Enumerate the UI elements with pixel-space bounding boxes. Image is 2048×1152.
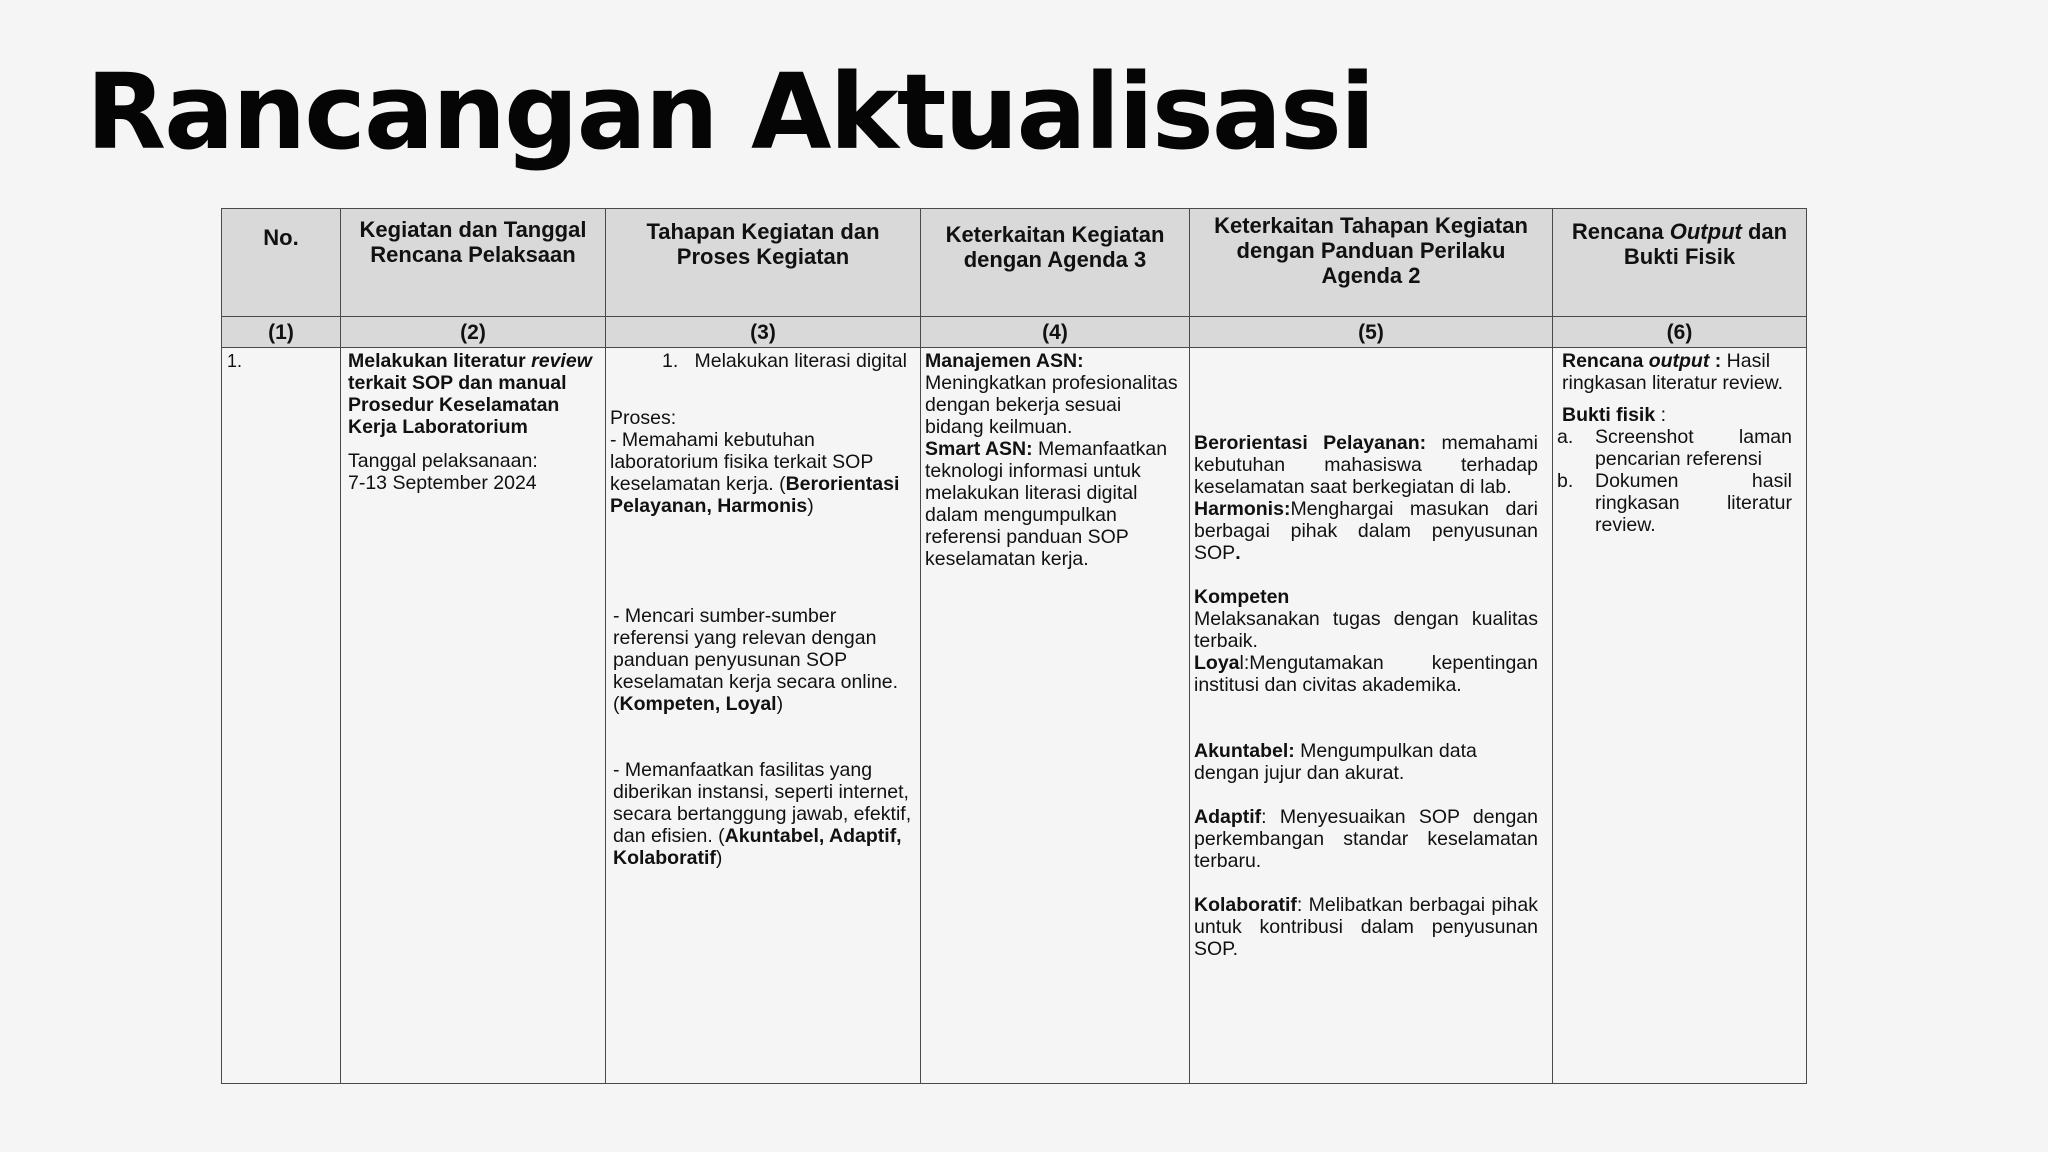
row-number: 1. <box>227 351 243 371</box>
list-text: Dokumen hasil ringkasan literatur review. <box>1595 470 1792 536</box>
agenda3-smart-text: Memanfaatkan teknologi informasi untuk melakukan literasi digital dalam mengumpulkan referensi panduan SOP keselamatan kerja. <box>925 438 1168 570</box>
list-item <box>1557 426 1792 470</box>
kegiatan-a: Melakukan literatur <box>348 350 532 372</box>
agenda3-smart-asn <box>925 438 1185 570</box>
agenda3-manajemen-label: Manajemen ASN: <box>925 350 1084 372</box>
value-kolaboratif <box>1194 894 1538 960</box>
value-2-end: . <box>1235 542 1241 564</box>
value-harmonis <box>1194 498 1538 564</box>
proses-step-3 <box>610 759 914 869</box>
list-marker: b. <box>1557 470 1574 492</box>
proses3-values: Akuntabel, Adaptif, Kolaboratif <box>613 825 902 869</box>
value-2-label: Harmonis: <box>1194 498 1291 520</box>
col-number-3: (3) <box>606 317 921 348</box>
value-6-text: : Menyesuaikan SOP dengan perkembangan standar keselamatan terbaru. <box>1194 806 1538 872</box>
value-kompeten-label: Kompeten <box>1194 586 1290 608</box>
header-output-c: dan Bukti Fisik <box>1623 219 1788 269</box>
header-no: No. <box>222 209 341 317</box>
output-label-c: : <box>1709 350 1722 372</box>
cell-kegiatan <box>341 348 606 1084</box>
agenda3-manajemen-text: Meningkatkan profesionalitas dengan bekerja sesuai bidang keilmuan. <box>925 372 1178 438</box>
bukti-colon: : <box>1655 404 1667 426</box>
agenda3-smart-label: Smart ASN: <box>925 438 1033 460</box>
col-number-5: (5) <box>1190 317 1553 348</box>
proses3-end: ) <box>715 847 723 869</box>
value-2-text: Menghargai masukan dari berbagai pihak dalam penyusunan SOP <box>1194 498 1538 564</box>
tanggal-label: Tanggal pelaksanaan: <box>348 450 538 472</box>
value-6-label: Adaptif <box>1194 806 1262 828</box>
value-akuntabel <box>1194 740 1538 784</box>
header-kegiatan: Kegiatan dan Tanggal Rencana Pelaksaan <box>341 209 606 317</box>
proses-label: Proses: <box>610 407 677 429</box>
value-7-label: Kolaboratif <box>1194 894 1297 916</box>
column-number-row <box>222 317 1807 348</box>
kegiatan-c: terkait SOP dan manual Prosedur Keselamatan Kerja Laboratorium <box>348 372 567 438</box>
header-agenda3: Keterkaitan Kegiatan dengan Agenda 3 <box>921 209 1190 317</box>
value-1-text: memahami kebutuhan mahasiswa terhadap keselamatan saat berkegiatan di lab. <box>1194 432 1538 498</box>
proses2-text: - Mencari sumber-sumber referensi yang relevan dengan panduan penyusunan SOP keselamatan kerja secara online. ( <box>613 605 899 715</box>
col-number-2: (2) <box>341 317 606 348</box>
proses2-values: Kompeten, Loyal <box>619 693 777 715</box>
value-4-text: l:Mengutamakan kepentingan institusi dan civitas akademika. <box>1194 652 1538 696</box>
bukti-label: Bukti fisik <box>1562 404 1656 426</box>
proses-step-1 <box>610 429 914 517</box>
proses1-values: Berorientasi Pelayanan, Harmonis <box>610 473 900 517</box>
slide-title: Rancangan Aktualisasi <box>86 51 1374 173</box>
list-text: Screenshot laman pencarian referensi <box>1595 426 1792 470</box>
cell-agenda2 <box>1190 348 1553 1084</box>
kegiatan-b: review <box>531 350 592 372</box>
output-label-b: output <box>1648 350 1710 372</box>
value-5-text: Mengumpulkan data dengan jujur dan akurat. <box>1194 740 1477 784</box>
value-adaptif <box>1194 806 1538 872</box>
output-label-a: Rencana <box>1562 350 1649 372</box>
header-row <box>222 209 1807 317</box>
header-output-b: Output <box>1669 219 1742 244</box>
header-agenda2: Keterkaitan Tahapan Kegiatan dengan Panduan Perilaku Agenda 2 <box>1190 209 1553 317</box>
proses1-text: - Memahami kebutuhan laboratorium fisika terkait SOP keselamatan kerja. ( <box>610 429 873 495</box>
proses2-end: ) <box>776 693 784 715</box>
col-number-6: (6) <box>1553 317 1807 348</box>
proses3-text: - Memanfaatkan fasilitas yang diberikan instansi, seperti internet, secara bertanggung jawab, efektif, dan efisien. ( <box>613 759 912 847</box>
tanggal-value: 7-13 September 2024 <box>348 472 537 494</box>
cell-tahapan <box>606 348 921 1084</box>
list-item <box>1557 470 1792 536</box>
value-5-label: Akuntabel: <box>1194 740 1295 762</box>
actualization-plan-table <box>221 208 1807 1084</box>
proses1-end: ) <box>807 495 814 517</box>
proses-step-2 <box>610 605 914 715</box>
value-berorientasi-pelayanan <box>1194 432 1538 498</box>
table-row <box>222 348 1807 1084</box>
col-number-1: (1) <box>222 317 341 348</box>
tahapan-item: 1. Melakukan literasi digital <box>662 350 907 372</box>
header-output <box>1553 209 1807 317</box>
cell-no <box>222 348 341 1084</box>
value-1-label: Berorientasi Pelayanan: <box>1194 432 1427 454</box>
header-output-a: Rencana <box>1571 219 1670 244</box>
kegiatan-text <box>348 350 600 438</box>
header-tahapan: Tahapan Kegiatan dan Proses Kegiatan <box>606 209 921 317</box>
bukti-fisik-heading <box>1557 404 1792 426</box>
output-plan <box>1557 350 1792 394</box>
value-7-text: : Melibatkan berbagai pihak untuk kontribusi dalam penyusunan SOP. <box>1194 894 1538 960</box>
output-text: Hasil ringkasan literatur review. <box>1562 350 1784 394</box>
cell-agenda3 <box>921 348 1190 1084</box>
col-number-4: (4) <box>921 317 1190 348</box>
value-kompeten-text: Melaksanakan tugas dengan kualitas terbaik. <box>1194 608 1538 652</box>
list-marker: a. <box>1557 426 1574 448</box>
cell-output <box>1553 348 1807 1084</box>
value-4-label: Loya <box>1194 652 1240 674</box>
value-loyal <box>1194 652 1538 696</box>
